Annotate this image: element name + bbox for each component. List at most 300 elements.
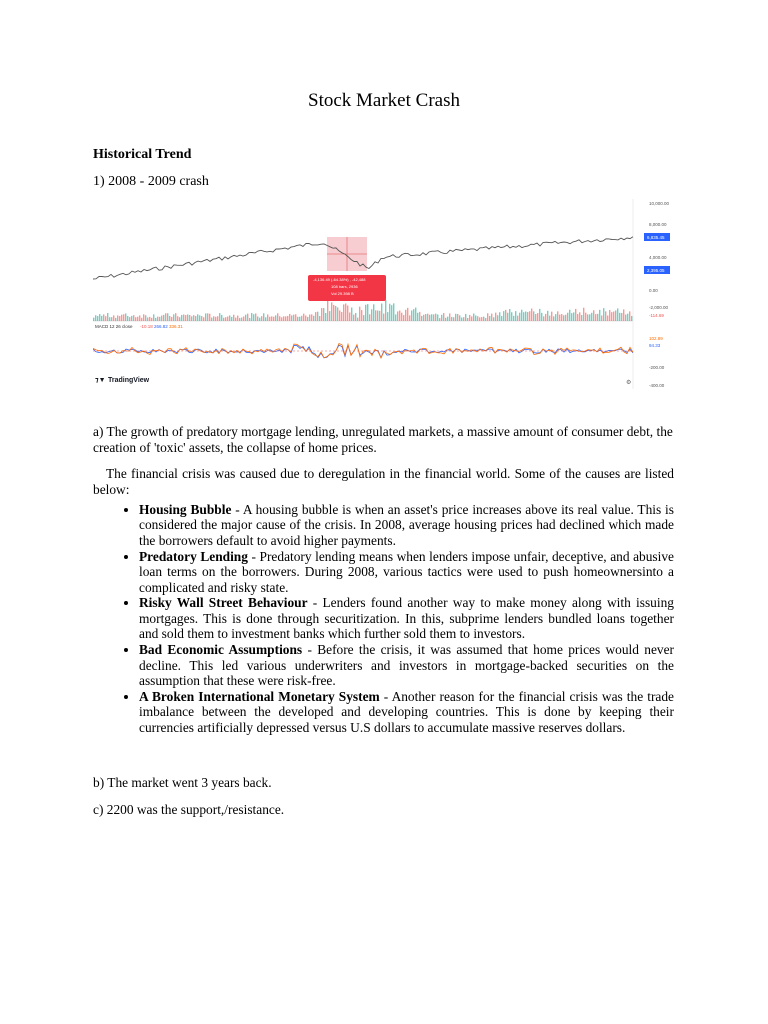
cause-text: - A housing bubble is when an asset's price increases above its real value. This is considered the major cause of the crisis. In 2008, average housing prices had declined which made the borrowers default to avoid higher payments. — [139, 502, 674, 548]
volume-bar — [393, 303, 394, 321]
volume-bar — [201, 316, 202, 321]
volume-bar — [421, 316, 422, 321]
volume-bar — [333, 305, 334, 321]
volume-bar — [471, 316, 472, 321]
volume-bar — [241, 318, 242, 321]
volume-bar — [205, 313, 206, 321]
volume-bar — [563, 315, 564, 321]
volume-bar — [541, 313, 542, 321]
volume-bar — [179, 317, 180, 321]
volume-bar — [299, 317, 300, 321]
volume-bar — [295, 314, 296, 321]
volume-bar — [567, 313, 568, 321]
volume-bar — [523, 312, 524, 321]
macd-label: MACD 12 26 close — [95, 324, 133, 329]
volume-bar — [525, 311, 526, 321]
volume-bar — [173, 314, 174, 321]
volume-bar — [227, 316, 228, 321]
volume-bar — [565, 315, 566, 321]
volume-bar — [301, 316, 302, 321]
volume-bar — [293, 315, 294, 321]
volume-bar — [291, 315, 292, 321]
volume-bar — [243, 316, 244, 321]
volume-bar — [345, 304, 346, 321]
volume-bar — [569, 310, 570, 321]
volume-bar — [343, 304, 344, 321]
volume-bar — [127, 316, 128, 321]
volume-bar — [193, 315, 194, 321]
volume-bar — [209, 314, 210, 321]
volume-bar — [223, 318, 224, 321]
volume-bar — [585, 313, 586, 321]
axis-tick: -2,000.00 — [649, 305, 669, 310]
volume-bar — [253, 314, 254, 321]
volume-bar — [211, 318, 212, 321]
volume-bar — [447, 317, 448, 321]
volume-bar — [261, 316, 262, 321]
volume-bar — [159, 317, 160, 321]
volume-bar — [403, 315, 404, 321]
volume-bar — [95, 315, 96, 321]
brand-label: TradingView — [108, 377, 150, 384]
volume-bar — [195, 316, 196, 321]
tradingview-chart-image — [93, 199, 675, 389]
volume-bar — [527, 312, 528, 321]
volume-bar — [319, 316, 320, 321]
answer-a: a) The growth of predatory mortgage lending, unregulated markets, a massive amount of consumer debt, the creation of 'toxic' assets, the collapse of home prices. — [93, 424, 673, 455]
volume-bar — [165, 313, 166, 321]
list-item — [139, 502, 674, 548]
volume-bar — [311, 314, 312, 321]
volume-bar — [185, 315, 186, 321]
volume-bar — [97, 316, 98, 321]
volume-bar — [615, 310, 616, 321]
volume-bar — [177, 316, 178, 321]
volume-bar — [237, 316, 238, 321]
volume-bar — [371, 309, 372, 321]
volume-bar — [313, 316, 314, 321]
volume-bar — [601, 315, 602, 321]
volume-bar — [167, 313, 168, 321]
volume-bar — [409, 315, 410, 321]
volume-bar — [487, 313, 488, 321]
volume-bar — [351, 307, 352, 321]
axis-tick: -400.00 — [649, 383, 665, 388]
volume-bar — [405, 310, 406, 321]
volume-bar — [399, 311, 400, 321]
volume-bar — [325, 313, 326, 321]
tradingview-logo-icon: ⁊▼ — [95, 377, 106, 384]
volume-bar — [139, 315, 140, 321]
volume-bar — [255, 313, 256, 321]
volume-bar — [443, 313, 444, 321]
volume-bar — [561, 314, 562, 321]
volume-bar — [327, 301, 328, 321]
volume-bar — [135, 317, 136, 321]
volume-bar — [521, 310, 522, 321]
volume-bar — [483, 317, 484, 321]
volume-bar — [435, 314, 436, 321]
volume-bar — [203, 317, 204, 321]
volume-bar — [367, 304, 368, 321]
volume-bar — [401, 313, 402, 321]
macd-value: 266.82 — [154, 324, 168, 329]
axis-tick: 8,000.00 — [649, 222, 667, 227]
volume-bar — [109, 317, 110, 321]
volume-bar — [603, 308, 604, 321]
volume-bar — [423, 315, 424, 321]
volume-bar — [263, 313, 264, 321]
volume-bar — [441, 315, 442, 321]
section-heading: Historical Trend — [93, 147, 192, 162]
volume-bar — [457, 314, 458, 321]
axis-tick: 4,000.00 — [649, 255, 667, 260]
volume-bar — [473, 313, 474, 321]
volume-bar — [225, 317, 226, 321]
cause-text: - Another reason for the financial crisis was the trade imbalance between the developed and developing countries. This is done by keeping their currencies artificially depressed versus U.S dollars to accumulate massive reserves dollars. — [139, 688, 674, 735]
causes-list — [93, 502, 674, 736]
volume-bar — [131, 316, 132, 321]
volume-bar — [115, 318, 116, 321]
volume-bar — [507, 313, 508, 321]
settings-icon: ⚙ — [626, 380, 632, 386]
volume-bar — [465, 314, 466, 321]
volume-bar — [145, 315, 146, 321]
volume-bar — [233, 315, 234, 321]
volume-bar — [363, 315, 364, 321]
volume-bar — [357, 318, 358, 321]
volume-bar — [461, 318, 462, 321]
volume-bar — [453, 317, 454, 321]
volume-bar — [391, 305, 392, 321]
volume-bar — [407, 308, 408, 321]
cause-term: Housing Bubble — [139, 502, 232, 517]
volume-bar — [395, 314, 396, 321]
list-item — [139, 689, 674, 735]
volume-bar — [153, 314, 154, 321]
volume-bar — [169, 316, 170, 321]
volume-bar — [249, 318, 250, 321]
volume-bar — [163, 315, 164, 321]
volume-bar — [119, 316, 120, 321]
axis-tick: 102.89 — [649, 336, 663, 341]
volume-bar — [451, 317, 452, 321]
volume-bar — [515, 311, 516, 321]
intro-paragraph: The financial crisis was caused due to deregulation in the financial world. Some of the causes are listed below: — [93, 466, 674, 497]
volume-bar — [537, 313, 538, 321]
axis-tick: -200.00 — [649, 365, 665, 370]
volume-bar — [245, 315, 246, 321]
volume-bar — [459, 315, 460, 321]
volume-bar — [321, 308, 322, 321]
volume-bar — [629, 311, 630, 321]
current-price-label: 6,835.45 — [647, 235, 665, 240]
volume-bar — [213, 316, 214, 321]
volume-bar — [361, 310, 362, 321]
volume-bar — [349, 312, 350, 321]
volume-bar — [611, 312, 612, 321]
volume-bar — [105, 316, 106, 321]
volume-bar — [271, 316, 272, 321]
volume-bar — [571, 313, 572, 321]
volume-bar — [439, 318, 440, 321]
volume-bar — [107, 313, 108, 321]
volume-bar — [355, 313, 356, 321]
volume-bar — [273, 317, 274, 321]
volume-bar — [183, 314, 184, 321]
tooltip-line: 108 bars, 2936 — [331, 284, 358, 289]
volume-bar — [613, 312, 614, 321]
cause-term: Bad Economic Assumptions — [139, 642, 303, 658]
volume-bar — [427, 314, 428, 321]
volume-bar — [191, 316, 192, 321]
volume-bar — [551, 312, 552, 321]
volume-bar — [593, 310, 594, 321]
volume-bar — [267, 314, 268, 321]
volume-bar — [419, 312, 420, 321]
volume-bar — [479, 317, 480, 321]
volume-bar — [587, 314, 588, 321]
volume-bar — [303, 314, 304, 321]
volume-bar — [529, 311, 530, 321]
volume-bar — [495, 313, 496, 321]
volume-bar — [383, 314, 384, 321]
volume-bar — [455, 314, 456, 321]
volume-bar — [199, 315, 200, 321]
volume-bar — [609, 310, 610, 321]
answer-c: c) 2200 was the support,/resistance. — [93, 802, 285, 817]
volume-bar — [433, 314, 434, 321]
volume-bar — [467, 318, 468, 321]
volume-bar — [269, 317, 270, 321]
volume-bar — [499, 312, 500, 321]
volume-bar — [329, 311, 330, 321]
volume-bar — [155, 318, 156, 321]
volume-bar — [493, 317, 494, 321]
volume-bar — [577, 314, 578, 321]
volume-bar — [513, 316, 514, 321]
volume-bar — [557, 311, 558, 321]
volume-bar — [605, 311, 606, 321]
volume-bar — [175, 313, 176, 321]
volume-bar — [287, 316, 288, 321]
volume-bar — [617, 308, 618, 321]
volume-bar — [377, 310, 378, 321]
volume-bar — [607, 315, 608, 321]
list-item — [139, 595, 674, 641]
cause-term: A Broken International Monetary System — [139, 688, 380, 704]
volume-bar — [431, 314, 432, 321]
cause-text: - Lenders found another way to make money along with issuing mortgages. This is done through securitization. In this, subprime lenders bundled loans together and sold them to investment banks which further sold them to investors. — [139, 595, 674, 642]
volume-bar — [505, 310, 506, 321]
volume-bar — [157, 317, 158, 321]
volume-bar — [125, 313, 126, 321]
axis-tick: 0.00 — [649, 288, 658, 293]
volume-bar — [491, 314, 492, 321]
volume-bar — [323, 308, 324, 321]
volume-bar — [103, 314, 104, 321]
volume-bar — [129, 317, 130, 321]
volume-bar — [597, 314, 598, 321]
volume-bar — [619, 313, 620, 321]
volume-bar — [309, 315, 310, 321]
volume-bar — [501, 316, 502, 321]
volume-bar — [347, 306, 348, 321]
volume-bar — [625, 315, 626, 321]
volume-bar — [469, 315, 470, 321]
axis-tick: 94.33 — [649, 343, 661, 348]
axis-tick: 10,000.00 — [649, 201, 670, 206]
volume-bar — [99, 314, 100, 321]
tooltip-line: -4,136.49 (-64.38%) , -42,488 — [313, 277, 366, 282]
volume-bar — [171, 317, 172, 321]
volume-bar — [341, 312, 342, 321]
volume-bar — [375, 310, 376, 321]
volume-bar — [285, 316, 286, 321]
volume-bar — [141, 318, 142, 321]
volume-bar — [389, 304, 390, 321]
volume-bar — [591, 313, 592, 321]
volume-bar — [535, 314, 536, 321]
volume-bar — [123, 314, 124, 321]
volume-bar — [519, 313, 520, 321]
volume-bar — [623, 309, 624, 321]
volume-bar — [111, 317, 112, 321]
volume-bar — [207, 313, 208, 321]
volume-bar — [161, 316, 162, 321]
volume-bar — [217, 316, 218, 321]
volume-bar — [215, 317, 216, 321]
volume-bar — [621, 313, 622, 321]
tooltip-line: Vol 29.398 B — [331, 291, 354, 296]
volume-bar — [425, 314, 426, 321]
volume-bar — [331, 302, 332, 321]
volume-bar — [315, 312, 316, 321]
volume-bar — [181, 315, 182, 321]
cause-text: - Before the crisis, it was assumed that home prices would never decline. This led various underwriters and investors in mortgage-backed securities on the assumption that these were risk-free. — [139, 642, 674, 688]
volume-bar — [549, 316, 550, 321]
volume-bar — [489, 316, 490, 321]
volume-bar — [417, 313, 418, 321]
volume-bar — [475, 315, 476, 321]
volume-bar — [387, 312, 388, 321]
volume-bar — [101, 316, 102, 321]
volume-bar — [539, 309, 540, 321]
volume-bar — [595, 314, 596, 321]
volume-bar — [397, 311, 398, 321]
volume-bar — [147, 317, 148, 321]
volume-bar — [305, 316, 306, 321]
volume-bar — [277, 313, 278, 321]
volume-bar — [379, 311, 380, 321]
volume-bar — [247, 314, 248, 321]
volume-bar — [279, 316, 280, 321]
volume-bar — [411, 310, 412, 321]
volume-bar — [503, 311, 504, 321]
volume-bar — [229, 315, 230, 321]
volume-bar — [497, 315, 498, 321]
volume-bar — [265, 317, 266, 321]
volume-bar — [281, 317, 282, 321]
volume-bar — [547, 311, 548, 321]
volume-bar — [359, 307, 360, 321]
volume-bar — [187, 314, 188, 321]
macd-value: 336.31 — [169, 324, 183, 329]
volume-bar — [531, 309, 532, 321]
volume-bar — [257, 316, 258, 321]
volume-bar — [235, 318, 236, 321]
volume-bar — [275, 315, 276, 321]
volume-bar — [339, 310, 340, 321]
volume-bar — [573, 312, 574, 321]
cause-term: Predatory Lending — [139, 548, 248, 564]
volume-bar — [517, 316, 518, 321]
volume-bar — [559, 315, 560, 321]
volume-bar — [307, 317, 308, 321]
volume-bar — [509, 309, 510, 321]
volume-bar — [221, 315, 222, 321]
volume-bar — [353, 315, 354, 321]
volume-bar — [143, 314, 144, 321]
volume-bar — [413, 309, 414, 321]
volume-bar — [197, 314, 198, 321]
volume-bar — [259, 318, 260, 321]
axis-tick-highlight: 2,395.05 — [647, 268, 665, 273]
volume-bar — [381, 304, 382, 321]
volume-bar — [231, 317, 232, 321]
volume-bar — [373, 304, 374, 321]
volume-bar — [533, 311, 534, 321]
volume-bar — [385, 300, 386, 321]
volume-bar — [627, 314, 628, 321]
volume-bar — [151, 318, 152, 321]
volume-bar — [543, 316, 544, 321]
cause-term: Risky Wall Street Behaviour — [139, 595, 308, 611]
volume-bar — [481, 317, 482, 321]
volume-bar — [121, 315, 122, 321]
axis-tick: -114.69 — [649, 313, 664, 318]
volume-bar — [117, 315, 118, 321]
volume-bar — [365, 305, 366, 321]
volume-bar — [133, 315, 134, 321]
volume-bar — [251, 313, 252, 321]
volume-bar — [477, 316, 478, 321]
list-item — [139, 549, 674, 595]
volume-bar — [137, 317, 138, 321]
volume-bar — [219, 313, 220, 321]
volume-bar — [297, 317, 298, 321]
volume-bar — [283, 316, 284, 321]
volume-bar — [553, 316, 554, 321]
volume-bar — [555, 314, 556, 321]
volume-bar — [575, 309, 576, 321]
volume-bar — [93, 318, 94, 321]
volume-bar — [511, 312, 512, 321]
volume-bar — [445, 318, 446, 321]
volume-bar — [545, 314, 546, 321]
volume-bar — [449, 313, 450, 321]
volume-bar — [589, 314, 590, 321]
volume-bar — [581, 315, 582, 321]
list-item — [139, 642, 674, 688]
macd-value: -10.18 — [140, 324, 153, 329]
volume-bar — [335, 306, 336, 321]
volume-bar — [189, 315, 190, 321]
volume-bar — [337, 307, 338, 321]
volume-bar — [369, 314, 370, 321]
volume-bar — [437, 314, 438, 321]
volume-bar — [239, 318, 240, 321]
